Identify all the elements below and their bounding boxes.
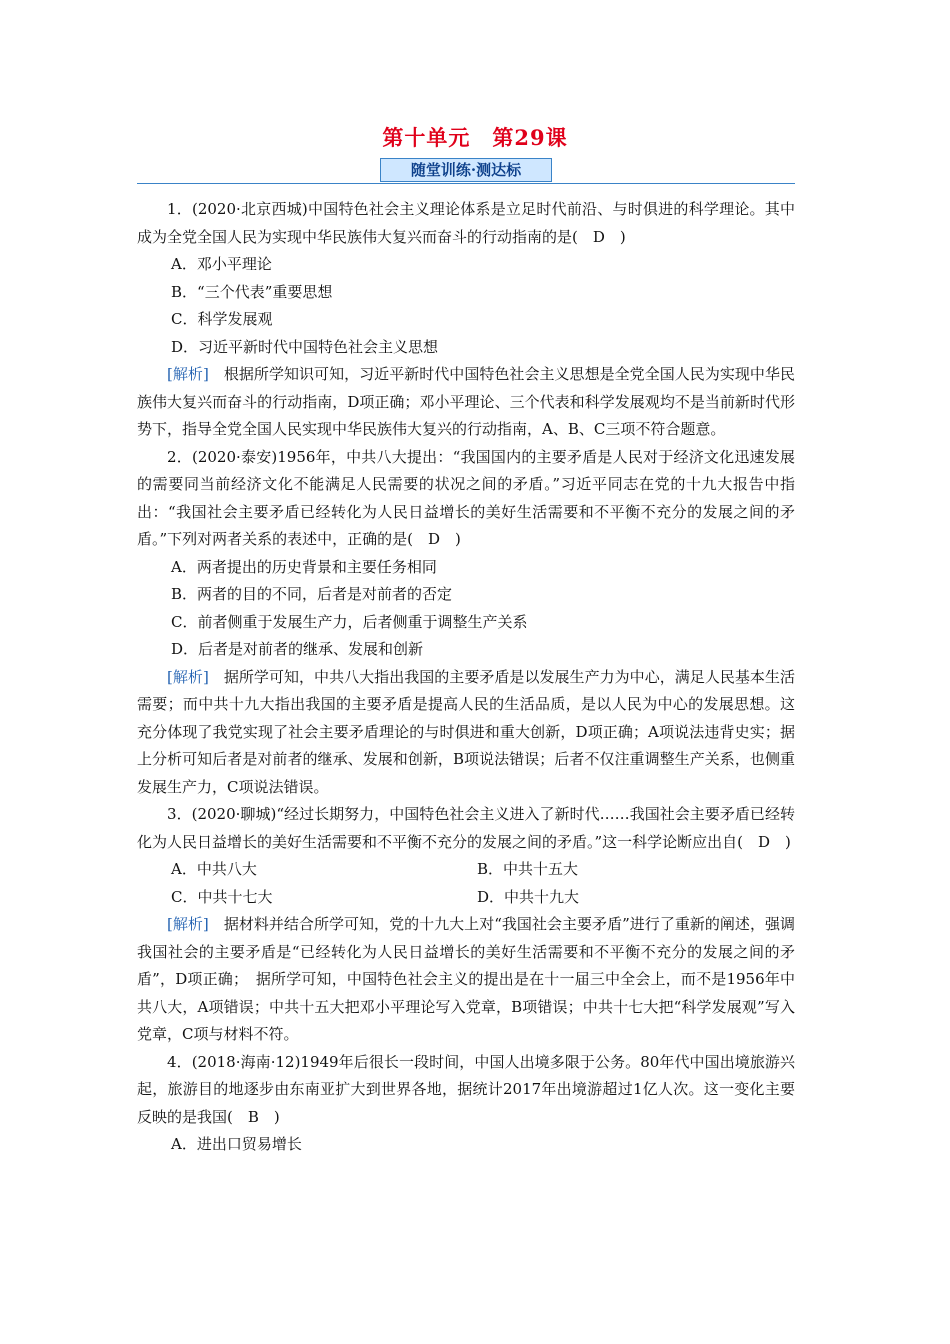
question-3-analysis	[137, 911, 795, 1049]
question-4-stem: 4．(2018·海南·12)1949年后很长一段时间，中国人出境多限于公务。80年代中国出境旅游兴起，旅游目的地逐步由东南亚扩大到世界各地，据统计2017年出境游超过1亿人次。这一变化主要反映的是我国( B )	[137, 1052, 795, 1126]
question-4-option-a: A．进出口贸易增长	[171, 1135, 302, 1153]
question-3-option-b: B．中共十五大	[477, 860, 579, 878]
question-3-option-a: A．中共八大	[171, 860, 257, 878]
question-3-options-row-2	[137, 884, 795, 912]
question-2-option-d: D．后者是对前者的继承、发展和创新	[171, 640, 424, 658]
question-1-option-b: B．“三个代表”重要思想	[171, 282, 333, 301]
question-3-stem: 3．(2020·聊城)“经过长期努力，中国特色社会主义进入了新时代……我国社会主要矛盾已经转化为人民日益增长的美好生活需要和不平衡不充分的发展之间的矛盾。”这一科学论断应出自( D )	[137, 805, 795, 851]
question-2-stem: 2．(2020·泰安)1956年，中共八大提出：“我国国内的主要矛盾是人民对于经济文化迅速发展的需要同当前经济文化不能满足人民需要的状况之间的矛盾。”习近平同志在党的十九大报告中指出：“我国社会主要矛盾已经转化为人民日益增长的美好生活需要和不平衡不充分的发展之间的矛盾。”下列对两者关系的表述中，正确的是( D )	[137, 447, 795, 548]
lesson-title: 第十单元 第29课	[382, 125, 568, 150]
analysis-text: 据所学可知，中共八大指出我国的主要矛盾是以发展生产力为中心，满足人民基本生活需要；而中共十九大指出我国的主要矛盾是提高人民的生活品质，是以人民为中心的发展思想。这充分体现了我党实现了社会主要矛盾理论的与时俱进和重大创新，D项正确；A项说法违背史实；据上分析可知后者是对前者的继承、发展和创新，B项说法错误；后者不仅注重调整生产关系，也侧重发展生产力，C项说法错误。	[137, 667, 795, 796]
question-3-option-c: C．中共十七大	[171, 887, 273, 906]
question-1-option-c: C．科学发展观	[171, 310, 273, 328]
question-2-option-b: B．两者的目的不同，后者是对前者的否定	[171, 585, 453, 603]
question-2-option-c: C．前者侧重于发展生产力，后者侧重于调整生产关系	[171, 612, 528, 631]
analysis-tag: [解析]	[167, 915, 209, 933]
section-banner: 随堂训练·测达标	[380, 158, 552, 182]
question-3-options-row-1	[137, 856, 795, 884]
question-2-analysis	[137, 664, 795, 802]
question-list	[137, 196, 795, 1159]
question-1-stem: 1．(2020·北京西城)中国特色社会主义理论体系是立足时代前沿、与时俱进的科学理论。其中成为全党全国人民为实现中华民族伟大复兴而奋斗的行动指南的是( D )	[137, 200, 795, 246]
question-1-option-a: A．邓小平理论	[171, 255, 272, 273]
question-1-option-d: D．习近平新时代中国特色社会主义思想	[171, 337, 439, 356]
analysis-tag: [解析]	[167, 365, 209, 383]
analysis-tag: [解析]	[167, 667, 209, 686]
analysis-text: 根据所学知识可知，习近平新时代中国特色社会主义思想是全党全国人民为实现中华民族伟大复兴而奋斗的行动指南，D项正确；邓小平理论、三个代表和科学发展观均不是当前新时代形势下，指导全党全国人民实现中华民族伟大复兴的行动指南，A、B、C三项不符合题意。	[137, 365, 795, 438]
question-2-option-a: A．两者提出的历史背景和主要任务相同	[171, 557, 437, 576]
question-3-option-d: D．中共十九大	[477, 887, 580, 906]
analysis-text: 据材料并结合所学可知，党的十九大上对“我国社会主要矛盾”进行了重新的阐述，强调我国社会的主要矛盾是“已经转化为人民日益增长的美好生活需要和不平衡不充分的发展之间的矛盾”，D项正确； 据所学可知，中国特色社会主义的提出是在十一届三中全会上，而不是1956年中共八大，A项错误；中共十五大把邓小平理论写入党章，B项错误；中共十七大把“科学发展观”写入党章，C项与材料不符。	[137, 915, 795, 1043]
question-1-analysis	[137, 361, 795, 444]
header-divider	[137, 183, 795, 184]
